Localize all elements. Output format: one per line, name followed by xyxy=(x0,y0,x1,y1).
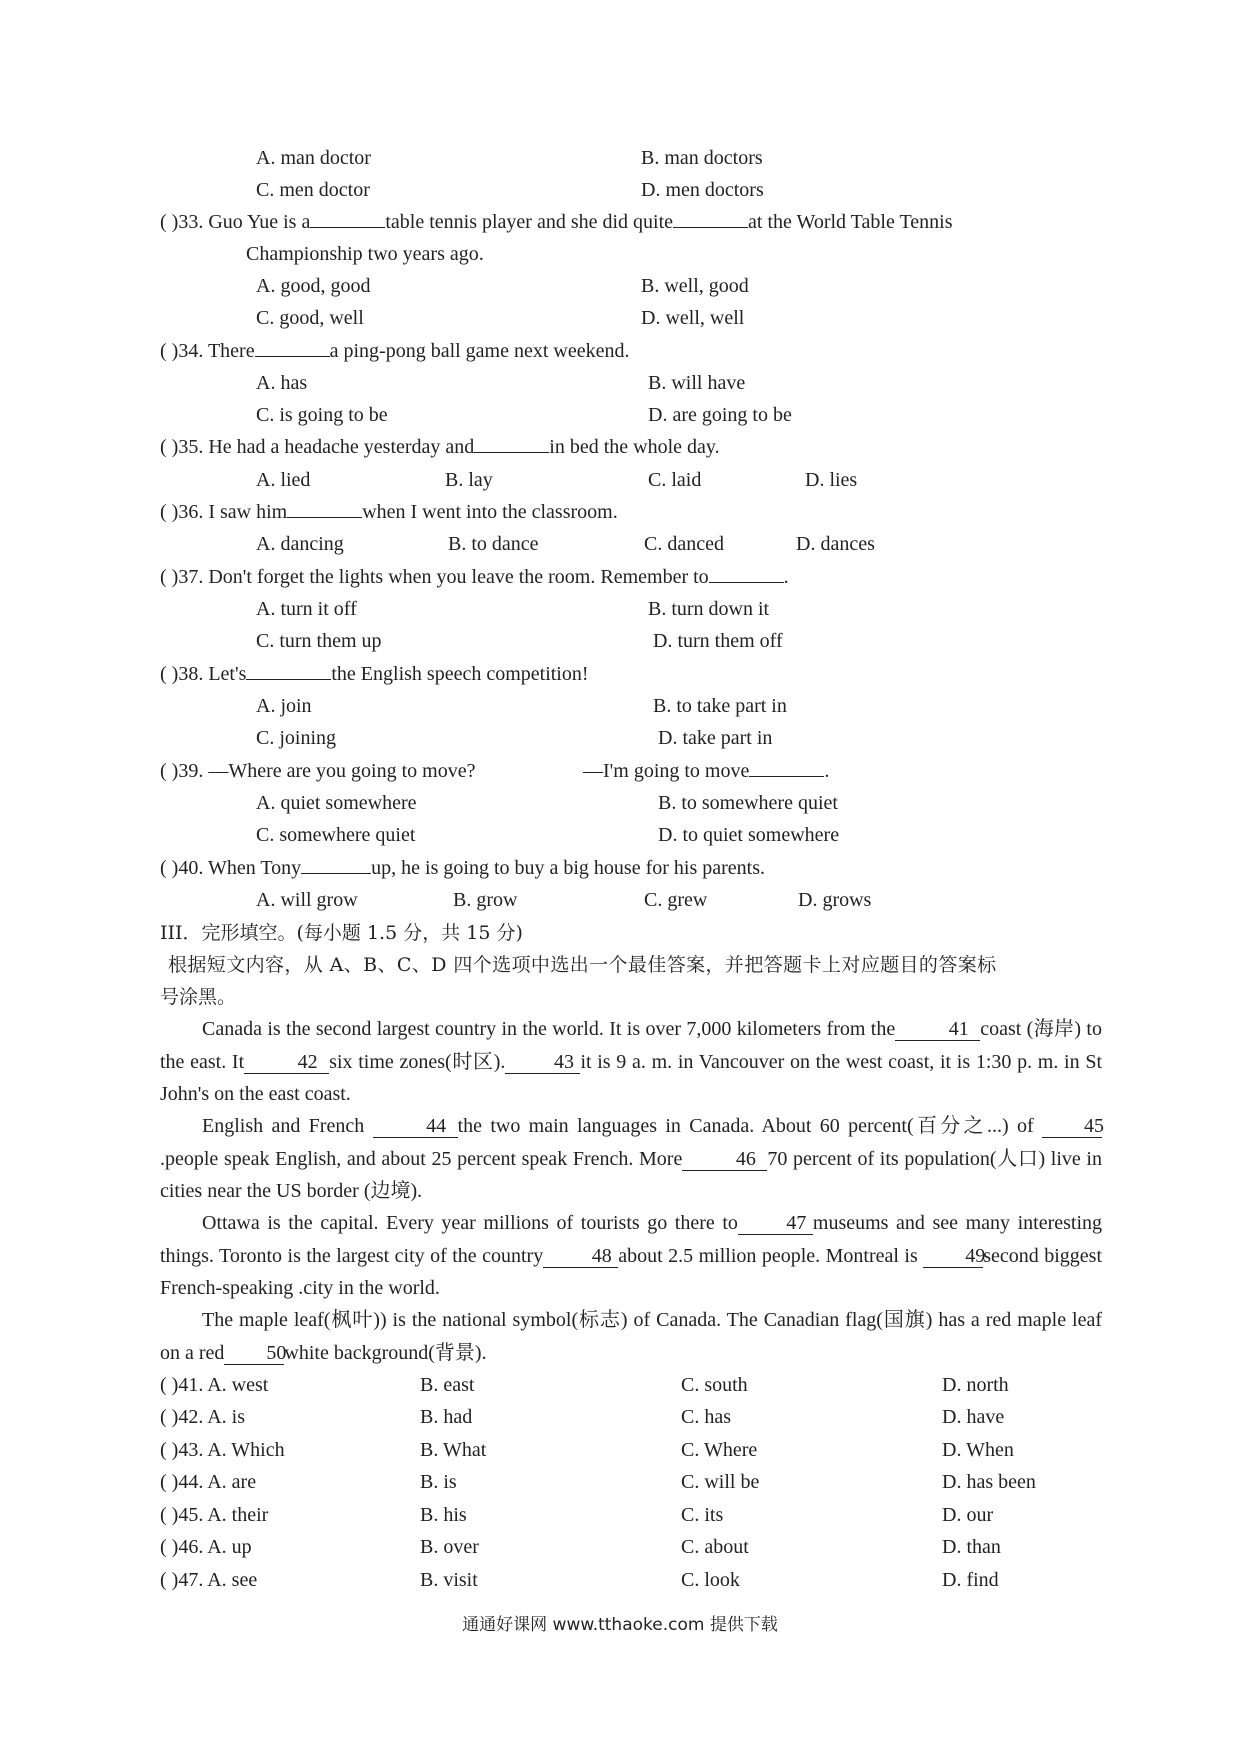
q35-option-d: D. lies xyxy=(805,469,858,491)
cloze-q41-d: D. north xyxy=(942,1374,1009,1396)
question-33-cont: Championship two years ago. xyxy=(246,243,484,265)
question-39-answer: —I'm going to move . xyxy=(583,760,830,782)
q38-option-a: A. join xyxy=(256,695,312,717)
cloze-q47-d: D. find xyxy=(942,1569,999,1591)
q35-option-a: A. lied xyxy=(256,469,311,491)
cloze-q47: ( )47. A. see xyxy=(160,1569,258,1591)
q39-option-b: B. to somewhere quiet xyxy=(658,792,838,814)
q39-option-c: C. somewhere quiet xyxy=(256,824,416,846)
q40-option-d: D. grows xyxy=(798,889,872,911)
q32-option-b: B. man doctors xyxy=(641,147,763,169)
q33-option-d: D. well, well xyxy=(641,307,745,329)
q35-option-c: C. laid xyxy=(648,469,702,491)
cloze-q41: ( )41. A. west xyxy=(160,1374,269,1396)
cloze-q47-c: C. look xyxy=(681,1569,740,1591)
q36-option-d: D. dances xyxy=(796,533,875,555)
q35-option-b: B. lay xyxy=(445,469,493,491)
question-33: ( )33. Guo Yue is a table tennis player and she did quite at the World Table Tennis xyxy=(160,211,953,233)
q37-option-a: A. turn it off xyxy=(256,598,357,620)
cloze-q44-c: C. will be xyxy=(681,1471,760,1493)
cloze-q42: ( )42. A. is xyxy=(160,1406,245,1428)
cloze-q42-d: D. have xyxy=(942,1406,1005,1428)
passage-paragraph-1: Canada is the second largest country in the world. It is over 7,000 kilometers from the 41 coast (海岸) to the east. It 42 six time zones(时区). 43 it is 9 a. m. in Vancouver on the west coast, it is 1:30 p. m. in St John's on the east coast. xyxy=(160,1018,1103,1105)
cloze-q43-c: C. Where xyxy=(681,1439,758,1461)
q40-option-c: C. grew xyxy=(644,889,708,911)
q38-option-b: B. to take part in xyxy=(653,695,787,717)
blank-44: 44 xyxy=(373,1115,458,1138)
cloze-q42-c: C. has xyxy=(681,1406,731,1428)
q36-option-a: A. dancing xyxy=(256,533,344,555)
question-35: ( )35. He had a headache yesterday and in bed the whole day. xyxy=(160,436,720,458)
q38-option-d: D. take part in xyxy=(658,727,773,749)
q32-option-c: C. men doctor xyxy=(256,179,370,201)
cloze-q46-b: B. over xyxy=(420,1536,479,1558)
section-title: III．完形填空。(每小题 1.5 分，共 15 分) xyxy=(160,922,523,944)
blank-45: 45 xyxy=(1042,1115,1102,1138)
passage-paragraph-4: The maple leaf(枫叶)) is the national symbol(标志) of Canada. The Canadian flag(国旗) has a red maple leaf on a red 50white background(背景). xyxy=(160,1309,1102,1364)
q40-option-a: A. will grow xyxy=(256,889,358,911)
blank-48: 48 xyxy=(543,1245,618,1268)
question-40: ( )40. When Tony up, he is going to buy a big house for his parents. xyxy=(160,857,766,879)
cloze-q44: ( )44. A. are xyxy=(160,1471,257,1493)
cloze-q41-b: B. east xyxy=(420,1374,475,1396)
q37-option-c: C. turn them up xyxy=(256,630,382,652)
q39-option-a: A. quiet somewhere xyxy=(256,792,417,814)
cloze-q44-d: D. has been xyxy=(942,1471,1036,1493)
cloze-q43-b: B. What xyxy=(420,1439,487,1461)
q36-option-c: C. danced xyxy=(644,533,724,555)
q32-option-d: D. men doctors xyxy=(641,179,764,201)
question-38: ( )38. Let's the English speech competition! xyxy=(160,663,589,685)
blank-42: 42 xyxy=(244,1051,329,1074)
question-39: ( )39. —Where are you going to move? xyxy=(160,760,476,782)
q34-option-c: C. is going to be xyxy=(256,404,388,426)
footer-text: 通通好课网 www.tthaoke.com 提供下载 xyxy=(462,1615,778,1635)
cloze-q42-b: B. had xyxy=(420,1406,473,1428)
blank-47: 47 xyxy=(738,1212,813,1235)
q37-option-b: B. turn down it xyxy=(648,598,770,620)
blank-49: 49 xyxy=(923,1245,983,1268)
cloze-q46: ( )46. A. up xyxy=(160,1536,252,1558)
cloze-q46-c: C. about xyxy=(681,1536,749,1558)
q40-option-b: B. grow xyxy=(453,889,518,911)
blank-50: 50 xyxy=(224,1342,284,1365)
q39-option-d: D. to quiet somewhere xyxy=(658,824,840,846)
cloze-q45-d: D. our xyxy=(942,1504,994,1526)
blank-43: 43 xyxy=(505,1051,580,1074)
cloze-q45-b: B. his xyxy=(420,1504,467,1526)
blank-46: 46 xyxy=(682,1148,767,1171)
passage-paragraph-3: Ottawa is the capital. Every year millions of tourists go there to 47 museums and see many interesting things. Toronto is the largest city of the country 48 about 2.5 million people. Montreal is 49second biggest French-speaking .city in the world. xyxy=(160,1212,1103,1299)
cloze-q43: ( )43. A. Which xyxy=(160,1439,285,1461)
cloze-q45: ( )45. A. their xyxy=(160,1504,269,1526)
section-instruction-cont: 号涂黑。 xyxy=(160,986,237,1008)
q34-option-d: D. are going to be xyxy=(648,404,792,426)
cloze-q47-b: B. visit xyxy=(420,1569,478,1591)
q36-option-b: B. to dance xyxy=(448,533,539,555)
cloze-q45-c: C. its xyxy=(681,1504,724,1526)
cloze-q46-d: D. than xyxy=(942,1536,1001,1558)
q34-option-a: A. has xyxy=(256,372,308,394)
blank-41: 41 xyxy=(895,1018,980,1041)
section-instruction: 根据短文内容，从 A、B、C、D 四个选项中选出一个最佳答案，并把答题卡上对应题目的答案标 xyxy=(168,954,997,976)
question-34: ( )34. There a ping-pong ball game next weekend. xyxy=(160,340,630,362)
q33-option-a: A. good, good xyxy=(256,275,371,297)
cloze-q43-d: D. When xyxy=(942,1439,1014,1461)
q32-option-a: A. man doctor xyxy=(256,147,371,169)
question-37: ( )37. Don't forget the lights when you leave the room. Remember to . xyxy=(160,566,789,588)
q33-option-c: C. good, well xyxy=(256,307,364,329)
passage-paragraph-2: English and French 44 the two main languages in Canada. About 60 percent(百分之...) of 45.people speak English, and about 25 percent speak French. More 46 70 percent of its population(人口) live in cities near the US border (边境). xyxy=(160,1115,1104,1202)
q37-option-d: D. turn them off xyxy=(653,630,783,652)
q38-option-c: C. joining xyxy=(256,727,337,749)
cloze-q41-c: C. south xyxy=(681,1374,748,1396)
question-36: ( )36. I saw him when I went into the classroom. xyxy=(160,501,618,523)
q33-option-b: B. well, good xyxy=(641,275,749,297)
cloze-q44-b: B. is xyxy=(420,1471,457,1493)
q34-option-b: B. will have xyxy=(648,372,746,394)
